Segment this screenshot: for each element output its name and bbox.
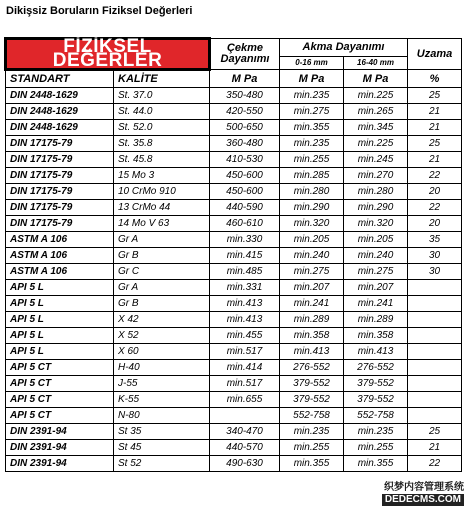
cell-standart: ASTM A 106 [6,248,114,264]
cell-tensile: min.455 [210,328,280,344]
table-row [6,424,462,440]
cell-tensile: 420-550 [210,104,280,120]
cell-yield-16-40: 379-552 [344,392,408,408]
cell-kalite: N-80 [114,408,210,424]
col-kalite: KALİTE [114,70,210,88]
cell-standart: DIN 2448-1629 [6,120,114,136]
cell-tensile: 440-570 [210,440,280,456]
cell-standart: ASTM A 106 [6,232,114,248]
table-row [6,328,462,344]
cell-elongation: 21 [408,120,462,136]
cell-standart: DIN 2391-94 [6,440,114,456]
cell-yield-16-40: min.205 [344,232,408,248]
cell-yield-16-40: min.245 [344,152,408,168]
cell-elongation: 25 [408,136,462,152]
cell-yield-0-16: 552-758 [280,408,344,424]
cell-yield-0-16: min.255 [280,152,344,168]
table-row [6,184,462,200]
col-group-tensile [210,39,280,70]
cell-yield-16-40: min.240 [344,248,408,264]
cell-kalite: Gr A [114,232,210,248]
cell-yield-16-40: min.280 [344,184,408,200]
cell-kalite: St. 44.0 [114,104,210,120]
cell-yield-0-16: min.358 [280,328,344,344]
cell-elongation: 21 [408,104,462,120]
cell-yield-0-16: min.275 [280,264,344,280]
table-title: FİZİKSEL DEĞERLER [6,39,210,70]
table-row [6,376,462,392]
cell-elongation [408,376,462,392]
cell-yield-16-40: min.289 [344,312,408,328]
cell-elongation: 35 [408,232,462,248]
watermark-line2: DEDECMS.COM [382,494,464,506]
cell-kalite: St. 45.8 [114,152,210,168]
cell-elongation [408,312,462,328]
cell-tensile: 440-590 [210,200,280,216]
cell-yield-0-16: 379-552 [280,392,344,408]
cell-tensile: 450-600 [210,168,280,184]
cell-elongation [408,344,462,360]
cell-yield-0-16: min.290 [280,200,344,216]
cell-kalite: St 35 [114,424,210,440]
cell-elongation [408,408,462,424]
cell-yield-0-16: 379-552 [280,376,344,392]
cell-tensile: min.413 [210,312,280,328]
table-row [6,392,462,408]
cell-elongation [408,392,462,408]
cell-kalite: 13 CrMo 44 [114,200,210,216]
table-row [6,440,462,456]
cell-yield-0-16: min.355 [280,120,344,136]
cell-standart: DIN 2448-1629 [6,88,114,104]
cell-tensile: min.413 [210,296,280,312]
cell-standart: API 5 L [6,296,114,312]
tensile-line2: Dayanımı [220,53,270,65]
cell-standart: DIN 17175-79 [6,216,114,232]
cell-standart: DIN 17175-79 [6,200,114,216]
cell-kalite: St 52 [114,456,210,472]
physical-values-table-wrap [4,37,460,472]
cell-yield-0-16: min.235 [280,136,344,152]
cell-elongation: 21 [408,152,462,168]
cell-elongation: 22 [408,200,462,216]
cell-standart: DIN 17175-79 [6,184,114,200]
watermark [382,482,464,506]
cell-yield-16-40: min.225 [344,88,408,104]
col-group-yield: Akma Dayanımı [280,39,408,57]
table-row [6,88,462,104]
cell-elongation [408,280,462,296]
cell-yield-0-16: min.275 [280,104,344,120]
cell-tensile: 350-480 [210,88,280,104]
cell-yield-0-16: min.289 [280,312,344,328]
cell-standart: DIN 2391-94 [6,424,114,440]
cell-tensile: min.517 [210,376,280,392]
cell-yield-0-16: min.355 [280,456,344,472]
cell-elongation: 22 [408,456,462,472]
cell-yield-16-40: min.265 [344,104,408,120]
cell-elongation: 25 [408,88,462,104]
cell-tensile: min.485 [210,264,280,280]
table-body [6,88,462,472]
cell-tensile: 410-530 [210,152,280,168]
cell-yield-16-40: 379-552 [344,376,408,392]
cell-yield-16-40: min.270 [344,168,408,184]
cell-standart: API 5 L [6,328,114,344]
cell-yield-0-16: min.235 [280,424,344,440]
yield-sub-0-16: 0-16 mm [280,57,344,70]
cell-standart: API 5 CT [6,392,114,408]
cell-elongation [408,296,462,312]
cell-kalite: 10 CrMo 910 [114,184,210,200]
cell-kalite: 15 Mo 3 [114,168,210,184]
cell-tensile [210,408,280,424]
cell-yield-16-40: min.235 [344,424,408,440]
cell-yield-0-16: min.235 [280,88,344,104]
cell-yield-0-16: min.320 [280,216,344,232]
cell-yield-0-16: min.240 [280,248,344,264]
cell-kalite: Gr B [114,296,210,312]
col-standart: STANDART [6,70,114,88]
cell-standart: API 5 L [6,312,114,328]
cell-standart: API 5 CT [6,408,114,424]
cell-yield-16-40: min.355 [344,456,408,472]
table-row [6,312,462,328]
cell-kalite: Gr B [114,248,210,264]
cell-yield-16-40: 552-758 [344,408,408,424]
cell-elongation: 30 [408,248,462,264]
cell-tensile: min.330 [210,232,280,248]
yield-sub-16-40: 16-40 mm [344,57,408,70]
cell-standart: DIN 17175-79 [6,168,114,184]
cell-yield-16-40: min.225 [344,136,408,152]
cell-standart: DIN 17175-79 [6,136,114,152]
cell-elongation: 20 [408,184,462,200]
cell-standart: API 5 CT [6,376,114,392]
cell-yield-0-16: min.207 [280,280,344,296]
cell-yield-16-40: 276-552 [344,360,408,376]
table-row [6,232,462,248]
col-percent: % [408,70,462,88]
cell-tensile: min.415 [210,248,280,264]
cell-tensile: min.517 [210,344,280,360]
table-row [6,408,462,424]
cell-kalite: X 42 [114,312,210,328]
cell-elongation: 25 [408,424,462,440]
cell-yield-16-40: min.413 [344,344,408,360]
cell-kalite: St 45 [114,440,210,456]
cell-kalite: St. 37.0 [114,88,210,104]
cell-standart: DIN 17175-79 [6,152,114,168]
table-row [6,152,462,168]
cell-kalite: St. 35.8 [114,136,210,152]
tensile-line1: Çekme [226,42,264,54]
cell-yield-0-16: min.255 [280,440,344,456]
table-row [6,120,462,136]
cell-yield-0-16: min.413 [280,344,344,360]
cell-standart: DIN 2391-94 [6,456,114,472]
table-row [6,456,462,472]
col-mpa-yield2: M Pa [344,70,408,88]
cell-elongation [408,360,462,376]
cell-kalite: 14 Mo V 63 [114,216,210,232]
table-row [6,216,462,232]
cell-yield-0-16: 276-552 [280,360,344,376]
table-row [6,104,462,120]
cell-tensile: 500-650 [210,120,280,136]
cell-tensile: 360-480 [210,136,280,152]
cell-kalite: Gr A [114,280,210,296]
cell-yield-16-40: min.255 [344,440,408,456]
cell-standart: DIN 2448-1629 [6,104,114,120]
cell-kalite: X 60 [114,344,210,360]
cell-elongation: 22 [408,168,462,184]
cell-tensile: min.414 [210,360,280,376]
cell-tensile: min.331 [210,280,280,296]
cell-yield-16-40: min.290 [344,200,408,216]
cell-elongation: 20 [408,216,462,232]
physical-values-table [4,37,462,472]
cell-yield-16-40: min.275 [344,264,408,280]
col-mpa-tensile: M Pa [210,70,280,88]
table-row [6,136,462,152]
col-group-elongation: Uzama [408,39,462,70]
cell-yield-16-40: min.241 [344,296,408,312]
cell-kalite: X 52 [114,328,210,344]
table-row [6,296,462,312]
cell-standart: API 5 L [6,344,114,360]
table-row [6,248,462,264]
page-title: Dikişsiz Boruların Fiziksel Değerleri [6,5,193,17]
cell-yield-16-40: min.345 [344,120,408,136]
cell-yield-16-40: min.207 [344,280,408,296]
cell-yield-0-16: min.205 [280,232,344,248]
table-row [6,200,462,216]
cell-standart: API 5 CT [6,360,114,376]
cell-standart: API 5 L [6,280,114,296]
cell-elongation [408,328,462,344]
cell-kalite: St. 52.0 [114,120,210,136]
cell-elongation: 21 [408,440,462,456]
col-mpa-yield1: M Pa [280,70,344,88]
cell-tensile: 460-610 [210,216,280,232]
table-row [6,264,462,280]
table-row [6,280,462,296]
cell-kalite: J-55 [114,376,210,392]
cell-tensile: 340-470 [210,424,280,440]
cell-kalite: Gr C [114,264,210,280]
cell-yield-16-40: min.358 [344,328,408,344]
table-row [6,168,462,184]
cell-kalite: K-55 [114,392,210,408]
table-row [6,360,462,376]
watermark-line1: 织梦内容管理系统 [384,482,464,493]
cell-yield-16-40: min.320 [344,216,408,232]
cell-tensile: 490-630 [210,456,280,472]
cell-kalite: H-40 [114,360,210,376]
cell-standart: ASTM A 106 [6,264,114,280]
cell-yield-0-16: min.241 [280,296,344,312]
cell-yield-0-16: min.285 [280,168,344,184]
cell-elongation: 30 [408,264,462,280]
table-row [6,344,462,360]
cell-yield-0-16: min.280 [280,184,344,200]
cell-tensile: 450-600 [210,184,280,200]
cell-tensile: min.655 [210,392,280,408]
